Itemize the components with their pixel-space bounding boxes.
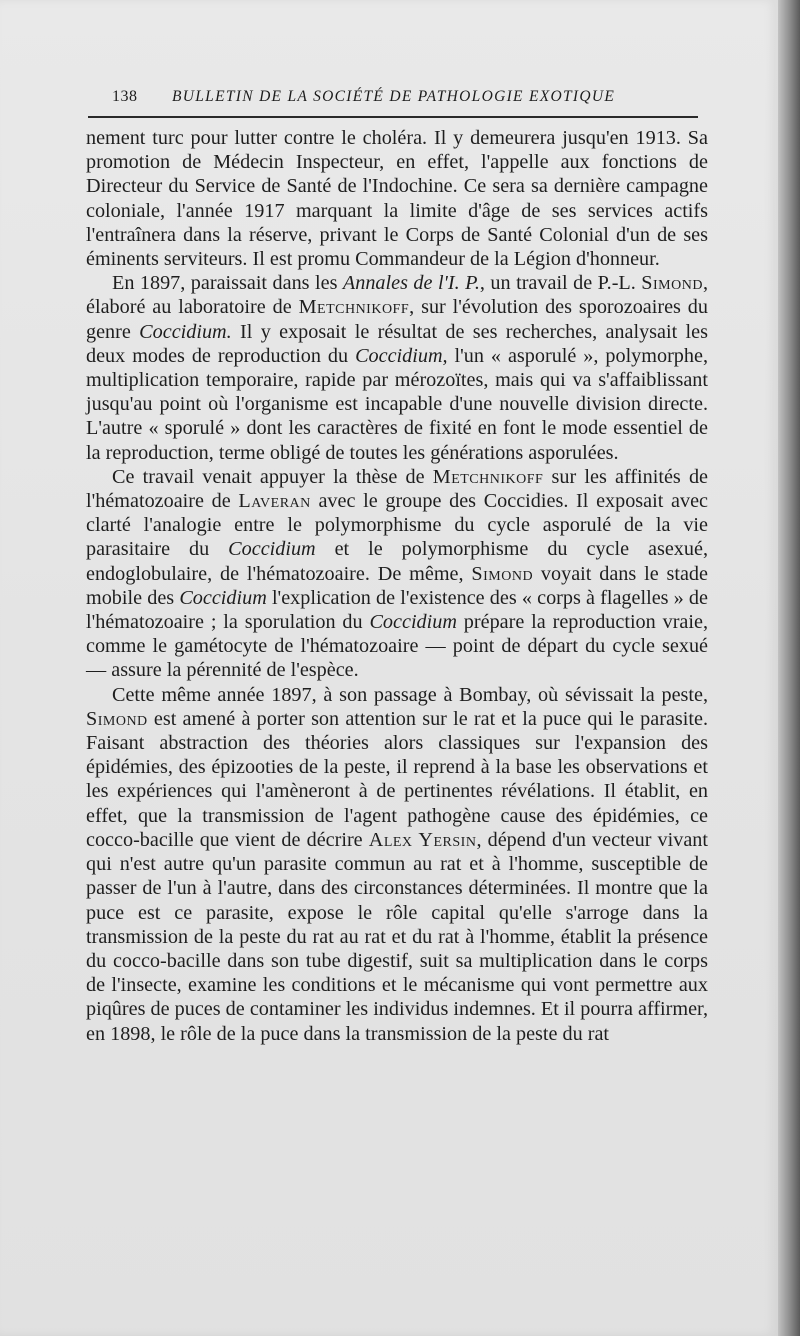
text-run: prépare la reproduction vraie, comme le gamétocyte de l'hématozoaire — point de départ du cycle sexué — assure la pérennité de l'espèce.	[86, 611, 708, 682]
text-run: avec le groupe des Coccidies. Il exposait avec clarté l'analogie entre le polymorphisme du cycle asporulé de la vie parasitaire du	[86, 490, 708, 561]
author-name: Laveran	[238, 490, 311, 513]
paragraph-3	[86, 465, 708, 683]
author-name: Simond	[86, 707, 148, 730]
running-title: BULLETIN DE LA SOCIÉTÉ DE PATHOLOGIE EXOTIQUE	[172, 88, 616, 105]
page-number: 138	[112, 88, 138, 105]
genus-name: Coccidium,	[355, 344, 448, 367]
text-run: Il y exposait le résultat de ses recherches, analysait les deux modes de reproduction du	[86, 320, 708, 367]
text-run: Ce travail venait appuyer la thèse de	[112, 465, 433, 488]
text-run: Cette même année 1897, à son passage à Bombay, où sévissait la peste,	[112, 683, 708, 706]
genus-name: Coccidium.	[139, 320, 232, 343]
header-rule	[88, 116, 698, 118]
text-run: sur les affinités de l'hématozoaire de	[86, 465, 709, 513]
text-run: En 1897, paraissait dans les	[112, 272, 343, 295]
genus-name: Coccidium	[369, 611, 457, 634]
paragraph-4	[86, 683, 708, 1046]
page-edge-shadow	[778, 0, 800, 1336]
text-run: et le polymorphisme du cycle asexué, endoglobulaire, de l'hématozoaire. De même,	[86, 538, 708, 585]
text-run: , un travail de P.-L.	[479, 272, 642, 295]
text-run: est amené à porter son attention sur le rat et la puce qui le parasite. Faisant abstraction des théories alors classiques sur l'expansion des épidémies, des épizooties de la peste, il reprend à la base les observations et les expériences qui l'amèneront à de pertinentes révélations. Il établit, en effet, que la transmission de l'agent pathogène cause des épidémies, ce cocco-bacille que vient de décrire	[86, 707, 708, 851]
running-header	[112, 88, 694, 110]
paragraph-2	[86, 271, 708, 465]
paragraph-1	[86, 126, 708, 271]
body-text	[86, 126, 708, 1046]
text-run: , sur l'évolution des sporozoaires du genre	[86, 296, 708, 343]
text-run: nement turc pour lutter contre le choléra. Il y demeurera jusqu'en 1913. Sa promotion de Médecin Inspecteur, en effet, l'appelle aux fonctions de Directeur du Service de Santé de l'Indochine. Ce sera sa dernière campagne coloniale, l'année 1917 marquant la limite d'âge de ses services actifs l'entraînera dans la réserve, privant le Corps de Santé Colonial d'un de ses éminents serviteurs. Il est promu Commandeur de la Légion d'honneur.	[86, 127, 708, 271]
genus-name: Coccidium	[179, 586, 267, 609]
journal-title: Annales de l'I. P.	[342, 272, 480, 295]
text-run: , élaboré au laboratoire de	[86, 272, 708, 319]
text-run: l'explication de l'existence des « corps à flagelles » de l'hématozoaire ; la sporulation du	[86, 586, 708, 634]
author-name: Simond	[471, 562, 534, 585]
text-run: voyait dans le stade mobile des	[86, 562, 708, 609]
text-run: , dépend d'un vecteur vivant qui n'est autre qu'un parasite commun au rat et à l'homme, susceptible de passer de l'un à l'autre, dans des circonstances déterminées. Il montre que la puce est ce parasite, expose le rôle capital qu'elle s'arroge dans la transmission de la peste du rat au rat et du rat à l'homme, établit la présence du cocco-bacille dans son tube digestif, suit sa multiplication dans le corps de l'insecte, examine les conditions et le mécanisme qui vont permettre aux piqûres de puces de contaminer les individus indemnes. Et il pourra affirmer, en 1898, le rôle de la puce dans la transmission de la peste du rat	[86, 828, 709, 1045]
author-name: Alex Yersin	[368, 828, 477, 851]
genus-name: Coccidium	[228, 538, 316, 561]
text-run: l'un « asporulé », polymorphe, multiplication temporaire, rapide par mérozoïtes, mais qui va s'affaiblissant jusqu'au point où l'organisme est incapable d'une nouvelle division directe. L'autre « sporulé » dont les caractères de fixité en font le mode essentiel de la reproduction, terme obligé de toutes les générations asporulées.	[86, 344, 708, 464]
author-name: Simond	[641, 272, 703, 295]
author-name: Metchnikoff	[432, 465, 544, 488]
author-name: Metchnikoff	[298, 296, 410, 319]
